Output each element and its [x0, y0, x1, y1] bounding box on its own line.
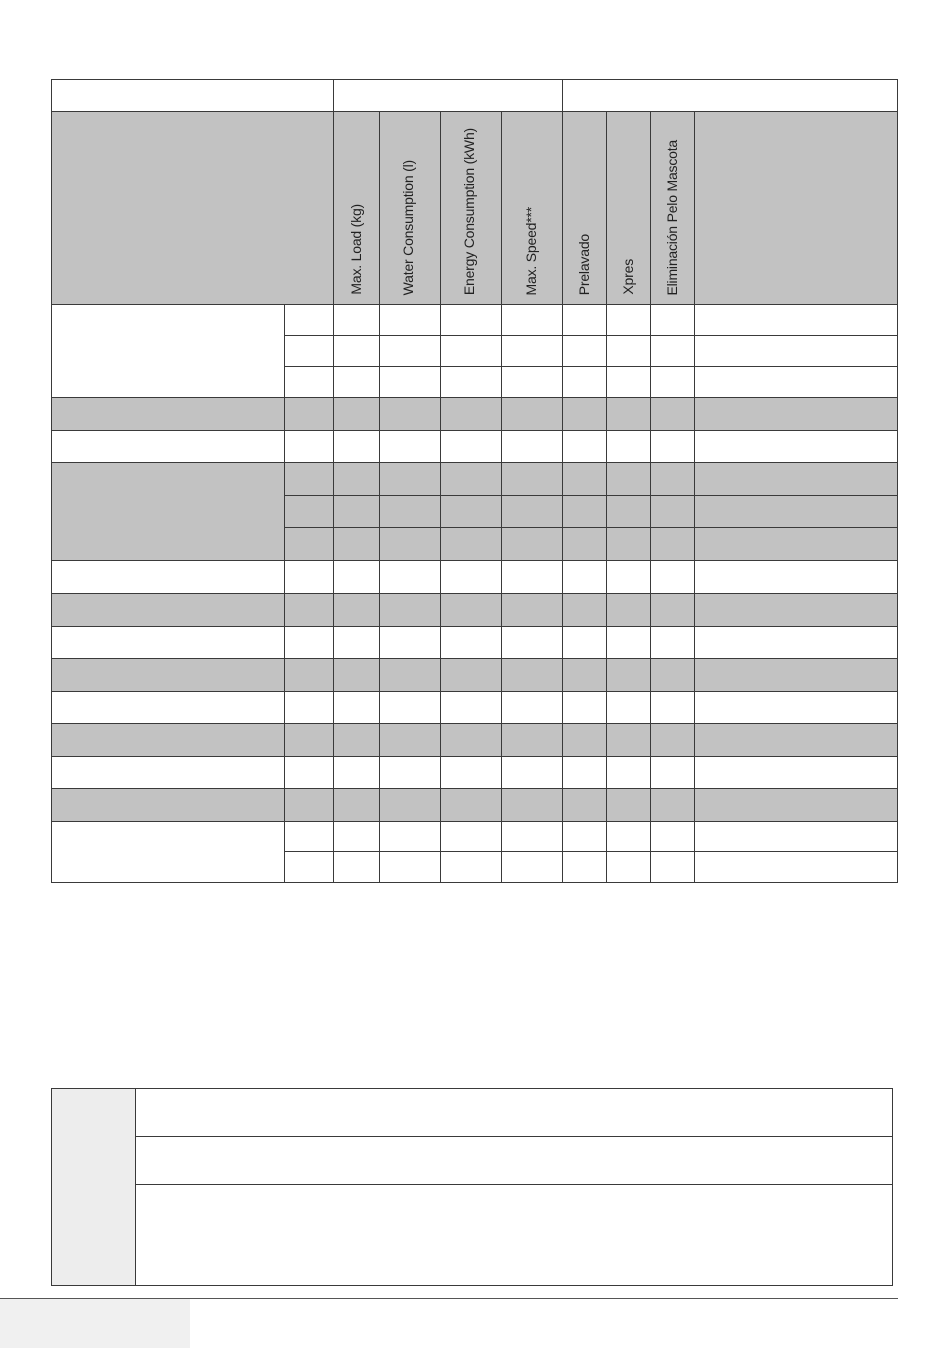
table-rule: [284, 527, 898, 528]
table-rule: [51, 430, 898, 431]
table-border-right: [897, 79, 898, 883]
table-rule: [51, 560, 898, 561]
table-rule: [333, 79, 334, 883]
table-rule: [562, 79, 563, 883]
header-eliminacion-pelo-mascota: Eliminación Pelo Mascota: [664, 139, 680, 295]
table-rule: [284, 851, 898, 852]
table-rule: [51, 626, 898, 627]
table-row: [51, 659, 898, 691]
table-border-left: [51, 79, 52, 883]
table-row: [51, 398, 898, 430]
table-rule: [694, 112, 695, 883]
table-rule: [51, 304, 898, 305]
table-rule: [284, 305, 285, 883]
table-rule: [51, 788, 898, 789]
note-side-panel: [52, 1089, 135, 1285]
table-row: [51, 594, 898, 626]
table-rule: [284, 335, 898, 336]
table-rule: [51, 723, 898, 724]
note-rule: [135, 1184, 892, 1185]
table-rule: [379, 112, 380, 883]
table-rule: [51, 821, 898, 822]
table-rule: [51, 691, 898, 692]
table-rule: [440, 112, 441, 883]
header-prelavado: Prelavado: [576, 233, 592, 295]
header-water-consumption: Water Consumption (l): [400, 159, 416, 295]
note-rule: [135, 1136, 892, 1137]
header-xpres: Xpres: [620, 259, 636, 295]
table-rule: [284, 366, 898, 367]
table-top-header-row: [51, 79, 898, 112]
header-max-speed: Max. Speed***: [523, 206, 539, 295]
table-row: [51, 463, 898, 561]
table-rule: [51, 397, 898, 398]
table-rule: [51, 593, 898, 594]
table-rule: [51, 658, 898, 659]
table-rule: [51, 756, 898, 757]
table-rule: [51, 462, 898, 463]
table-rule: [284, 495, 898, 496]
header-energy-consumption: Energy Consumption (kWh): [461, 127, 477, 295]
footer-page-tab: [0, 1299, 190, 1348]
table-rule: [501, 112, 502, 883]
table-row: [51, 789, 898, 821]
header-max-load: Max. Load (kg): [348, 204, 364, 295]
table-border-bottom: [51, 882, 898, 883]
note-box: [51, 1088, 893, 1286]
table-rule: [650, 112, 651, 883]
table-rule: [606, 112, 607, 883]
table-border-top: [51, 79, 898, 80]
table-row: [51, 724, 898, 756]
program-table: [51, 79, 898, 883]
note-rule: [135, 1089, 136, 1285]
table-rule: [51, 111, 898, 112]
